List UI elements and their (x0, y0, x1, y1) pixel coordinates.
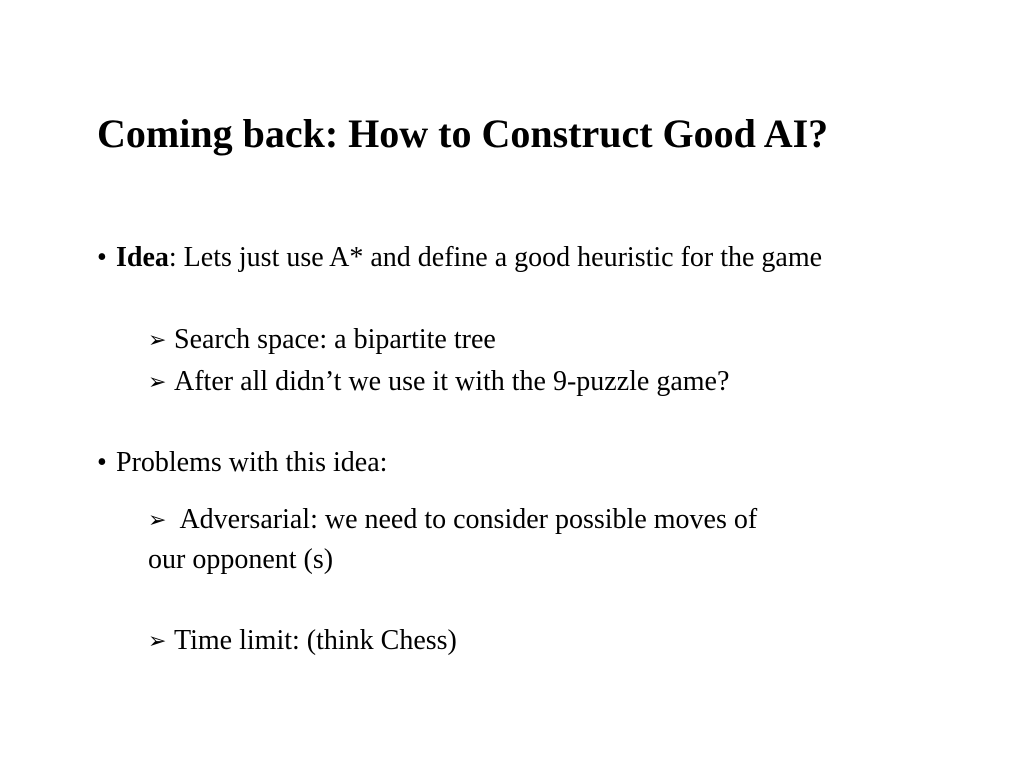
arrow-bullet-icon: ➢ (148, 327, 167, 352)
bullet-idea (97, 241, 822, 275)
arrow-bullet-icon: ➢ (148, 369, 167, 394)
slide-title: Coming back: How to Construct Good AI? (97, 111, 829, 156)
sub-bullet-search-space (148, 323, 496, 357)
bullet-problems (97, 446, 387, 480)
sub-bullet-text: Time limit: (think Chess) (174, 625, 457, 656)
sub-bullet-text: Search space: a bipartite tree (174, 324, 496, 355)
bullet-icon: • (97, 242, 107, 273)
arrow-bullet-icon: ➢ (148, 628, 167, 653)
bullet-idea-text: : Lets just use A* and define a good heuristic for the game (168, 242, 823, 273)
sub-bullet-text: Adversarial: we need to consider possible moves of (174, 504, 758, 535)
sub-bullet-9-puzzle (148, 365, 729, 399)
bullet-icon: • (97, 447, 107, 478)
sub-bullet-time-limit (148, 624, 457, 658)
bullet-problems-text: Problems with this idea: (116, 447, 388, 478)
sub-bullet-adversarial-continuation: our opponent (s) (148, 544, 334, 575)
arrow-bullet-icon: ➢ (148, 507, 167, 532)
bullet-idea-label: Idea (116, 242, 169, 273)
sub-bullet-text: After all didn’t we use it with the 9-puzzle game? (174, 366, 730, 397)
sub-bullet-adversarial (148, 503, 757, 537)
